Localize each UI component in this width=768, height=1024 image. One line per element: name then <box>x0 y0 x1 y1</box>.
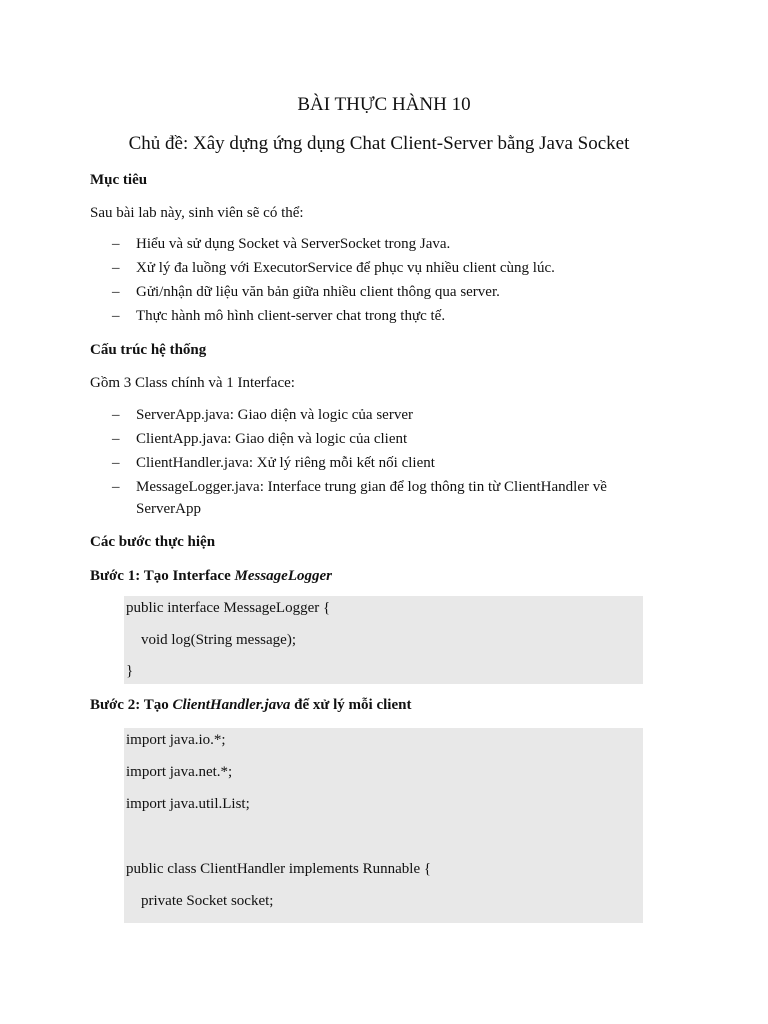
bullet-dash: – <box>112 236 120 252</box>
code-line: import java.net.*; <box>126 764 233 780</box>
objectives-heading: Mục tiêu <box>90 172 148 188</box>
code-line: private Socket socket; <box>126 893 274 909</box>
code-line: import java.util.List; <box>126 796 250 812</box>
list-item: – Gửi/nhận dữ liệu văn bản giữa nhiều client thông qua server. <box>112 281 672 303</box>
bullet-dash: – <box>112 479 120 495</box>
structure-heading: Cấu trúc hệ thống <box>90 342 207 358</box>
list-item: – Hiểu và sử dụng Socket và ServerSocket trong Java. <box>112 233 672 255</box>
code-line: import java.io.*; <box>126 732 226 748</box>
structure-intro: Gồm 3 Class chính và 1 Interface: <box>90 375 295 391</box>
step2-heading: Bước 2: Tạo ClientHandler.java để xử lý mỗi client <box>90 697 412 713</box>
list-item: – Xử lý đa luồng với ExecutorService để phục vụ nhiều client cùng lúc. <box>112 257 672 279</box>
list-item: – ClientApp.java: Giao diện và logic của client <box>112 428 672 450</box>
code-block-step2 <box>124 728 643 923</box>
code-line: } <box>126 663 134 679</box>
bullet-dash: – <box>112 308 120 324</box>
objectives-intro: Sau bài lab này, sinh viên sẽ có thể: <box>90 205 304 221</box>
objectives-list <box>112 233 672 329</box>
step1-interface-name: MessageLogger <box>234 568 332 584</box>
list-item: – ServerApp.java: Giao diện và logic của server <box>112 404 672 426</box>
step1-heading: Bước 1: Tạo Interface MessageLogger <box>90 568 332 584</box>
document-subtitle: Chủ đề: Xây dựng ứng dụng Chat Client-Server bằng Java Socket <box>128 133 630 154</box>
document-title: BÀI THỰC HÀNH 10 <box>297 94 471 115</box>
structure-list <box>112 404 672 522</box>
bullet-dash: – <box>112 407 120 423</box>
step2-class-name: ClientHandler.java <box>172 697 291 713</box>
code-line: public class ClientHandler implements Runnable { <box>126 861 432 877</box>
code-line: public interface MessageLogger { <box>126 600 331 616</box>
steps-heading: Các bước thực hiện <box>90 534 216 550</box>
bullet-dash: – <box>112 455 120 471</box>
bullet-dash: – <box>112 284 120 300</box>
list-item: – MessageLogger.java: Interface trung gian để log thông tin từ ClientHandler về ServerApp <box>112 476 672 520</box>
code-line: void log(String message); <box>126 632 296 648</box>
list-item: – ClientHandler.java: Xử lý riêng mỗi kết nối client <box>112 452 672 474</box>
code-block-step1 <box>124 596 643 684</box>
bullet-dash: – <box>112 431 120 447</box>
bullet-dash: – <box>112 260 120 276</box>
list-item: – Thực hành mô hình client-server chat trong thực tế. <box>112 305 672 327</box>
